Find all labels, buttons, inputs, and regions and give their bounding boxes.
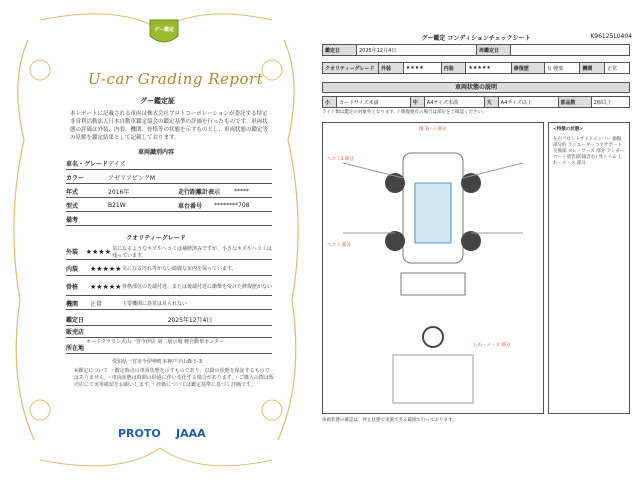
row-address [66, 342, 272, 354]
condition-check-sheet [312, 0, 640, 480]
size-large-desc: A4サイズ以上 [498, 97, 558, 108]
size-small: 小 [323, 97, 337, 108]
model-value: B21W [108, 202, 126, 209]
count-value: 2個以上 [591, 97, 629, 108]
row-engine [66, 298, 272, 310]
report-title: U-car Grading Report [88, 70, 264, 88]
repair-label: 修復歴 [511, 63, 544, 74]
vin-label: 車台番号 [178, 203, 203, 210]
side-panel-title: <特徴の状態> [553, 127, 584, 132]
engine-label: 機関 [66, 301, 79, 308]
state-section-title: 車両状態の説明 [322, 82, 630, 93]
row-name [66, 158, 272, 170]
logo-text: グー鑑定 [153, 27, 174, 33]
address-label: 所在地 [66, 345, 85, 352]
car-diagram [322, 122, 544, 414]
name-value: デイズ [108, 161, 126, 168]
interior-label: 内装 [66, 266, 79, 273]
date-value: 2025年12月4日 [357, 45, 477, 56]
recheck-value [511, 45, 630, 56]
car-outline [323, 123, 543, 413]
year-label: 年式 [66, 189, 79, 196]
remarks-label: 備考 [66, 217, 79, 224]
model-label: 型式 [66, 203, 79, 210]
frame-note: 骨格部位の先端付近、または後端付近に衝撃を受けた修復歴がない [122, 284, 273, 290]
note-rear: ヘコミ3 部分 [327, 157, 354, 162]
proto-logo: PROTO [118, 427, 161, 440]
vehicle-section-title: 車両識別内容 [137, 149, 174, 156]
appraisal-date-value: 2025年12月4日 [167, 317, 213, 324]
exterior-label: 外装 [66, 249, 79, 256]
frame-stars: ★★★★★ [90, 282, 122, 291]
intro-text: 本レポートに記載される車両は株式会社プロトコーポレーションが委託する特定非営利活動法人日本自動車鑑定協会の鑑定基準の評価を行ったものです。車両状態の評価は外装、内装、機関、骨格等の状態を示すものとし、車両状態の鑑定等の見解を鑑定結果として記載しております。 [70, 111, 269, 141]
quality-table [322, 62, 630, 74]
footer-notes: ※鑑定について ・鑑定時点の車両状態を示すものであり、以降の状態を保証するものではありません。・車両状態は時間の経過に伴い変化する場合があります。・ご購入の際は販売店にて実車確認をお願いします。・評価については鑑定基準に基づく評価です。 [74, 368, 274, 388]
year-value: 2016年 [108, 189, 130, 196]
row-dealer [66, 326, 272, 338]
size-legend-table [322, 96, 630, 108]
grading-report-panel [0, 0, 312, 480]
engine-label-r: 機関 [580, 63, 605, 74]
name-label: 車名・グレード [66, 161, 109, 168]
address-value: 愛知県一宮市今伊勢町本神戸字山森下-3 [112, 359, 202, 365]
appraisal-date-label: 鑑定日 [66, 317, 85, 324]
document-id: K96125L0404 [590, 33, 632, 40]
row-color [66, 172, 272, 184]
foot-note: 車両状態の確認は、停止状態で実施できる範囲で行っております。 [322, 418, 457, 423]
note-left-mid: ヘコミ 部分 [327, 243, 351, 248]
note-bottom: しわ・メ・ス 部分 [473, 343, 511, 348]
row-interior [66, 262, 272, 276]
frame-label: 骨格 [66, 284, 79, 291]
dealer-label: 販売店 [66, 329, 85, 336]
count-label: 部品数 [558, 97, 591, 108]
size-small-desc: カードサイズ未満 [337, 97, 411, 108]
color-value: アゼリアピンクM [108, 175, 155, 182]
row-frame [66, 278, 272, 296]
report-subtitle: グー鑑定証 [140, 97, 175, 105]
int-label: 内装 [441, 63, 466, 74]
date-label: 鑑定日 [323, 45, 357, 56]
exterior-note: 気になるようなキズやヘコミは補修済みですが、小さなキズやヘコミは残っています。 [112, 245, 272, 259]
interior-note: 気になる汚れ等がない綺麗な室内を保っています。 [122, 266, 237, 272]
quality-section-title: クオリティーグレード [126, 235, 186, 242]
jaaa-logo: JAAA [176, 427, 206, 440]
ext-label: 外装 [379, 63, 404, 74]
sheet-title: グー鑑定 コンディションチェックシート [421, 35, 531, 42]
exterior-stars: ★★★★ [85, 247, 111, 256]
side-panel-text: 左右フロントサイドメンバー 損傷 部分的 ラジエーターコアサポート 交換部 ヨレ・ワーズ 部分 アンダーコート塗装(防錆含む) 外トリム しわ・メ・ス 部分 [553, 137, 625, 166]
goo-kantei-logo [148, 18, 180, 48]
legend-text: ライト類は鑑定の対象外となります。/ 修復歴有の場合は部位をご確認ください。 [322, 110, 487, 115]
row-appraisal-date [66, 314, 272, 326]
row-remarks [66, 214, 272, 226]
repair-value: 有 軽度 [544, 63, 580, 74]
ext-stars: ★★★★ [403, 63, 441, 74]
engine-note: 主要機関に異常は見られない [122, 301, 188, 307]
engine-value-r: 正常 [605, 63, 630, 74]
mileage-value: ***** [234, 188, 249, 195]
size-mid-desc: A4サイズ未満 [424, 97, 484, 108]
interior-stars: ★★★★★ [90, 264, 122, 273]
quality-label: クオリティーグレード [323, 63, 379, 74]
color-label: カラー [66, 175, 85, 182]
note-front: 傷 3(ハ) 部分 [419, 127, 447, 132]
size-large: 大 [484, 97, 498, 108]
damage-detail-panel [548, 122, 630, 414]
row-year [66, 186, 272, 198]
recheck-label: 再鑑定日 [477, 45, 511, 56]
vin-value: ********708 [214, 202, 250, 209]
mileage-label: 走行距離計表示 [178, 189, 221, 196]
row-model [66, 200, 272, 212]
int-stars: ★★★★★ [466, 63, 511, 74]
size-mid: 中 [410, 97, 424, 108]
date-table [322, 44, 630, 56]
row-exterior [66, 244, 272, 260]
engine-value: 正常 [90, 301, 103, 308]
dealer-name: オートクラウン犬山一宮今伊店 第二展示場 軽自動車センター [86, 339, 224, 345]
